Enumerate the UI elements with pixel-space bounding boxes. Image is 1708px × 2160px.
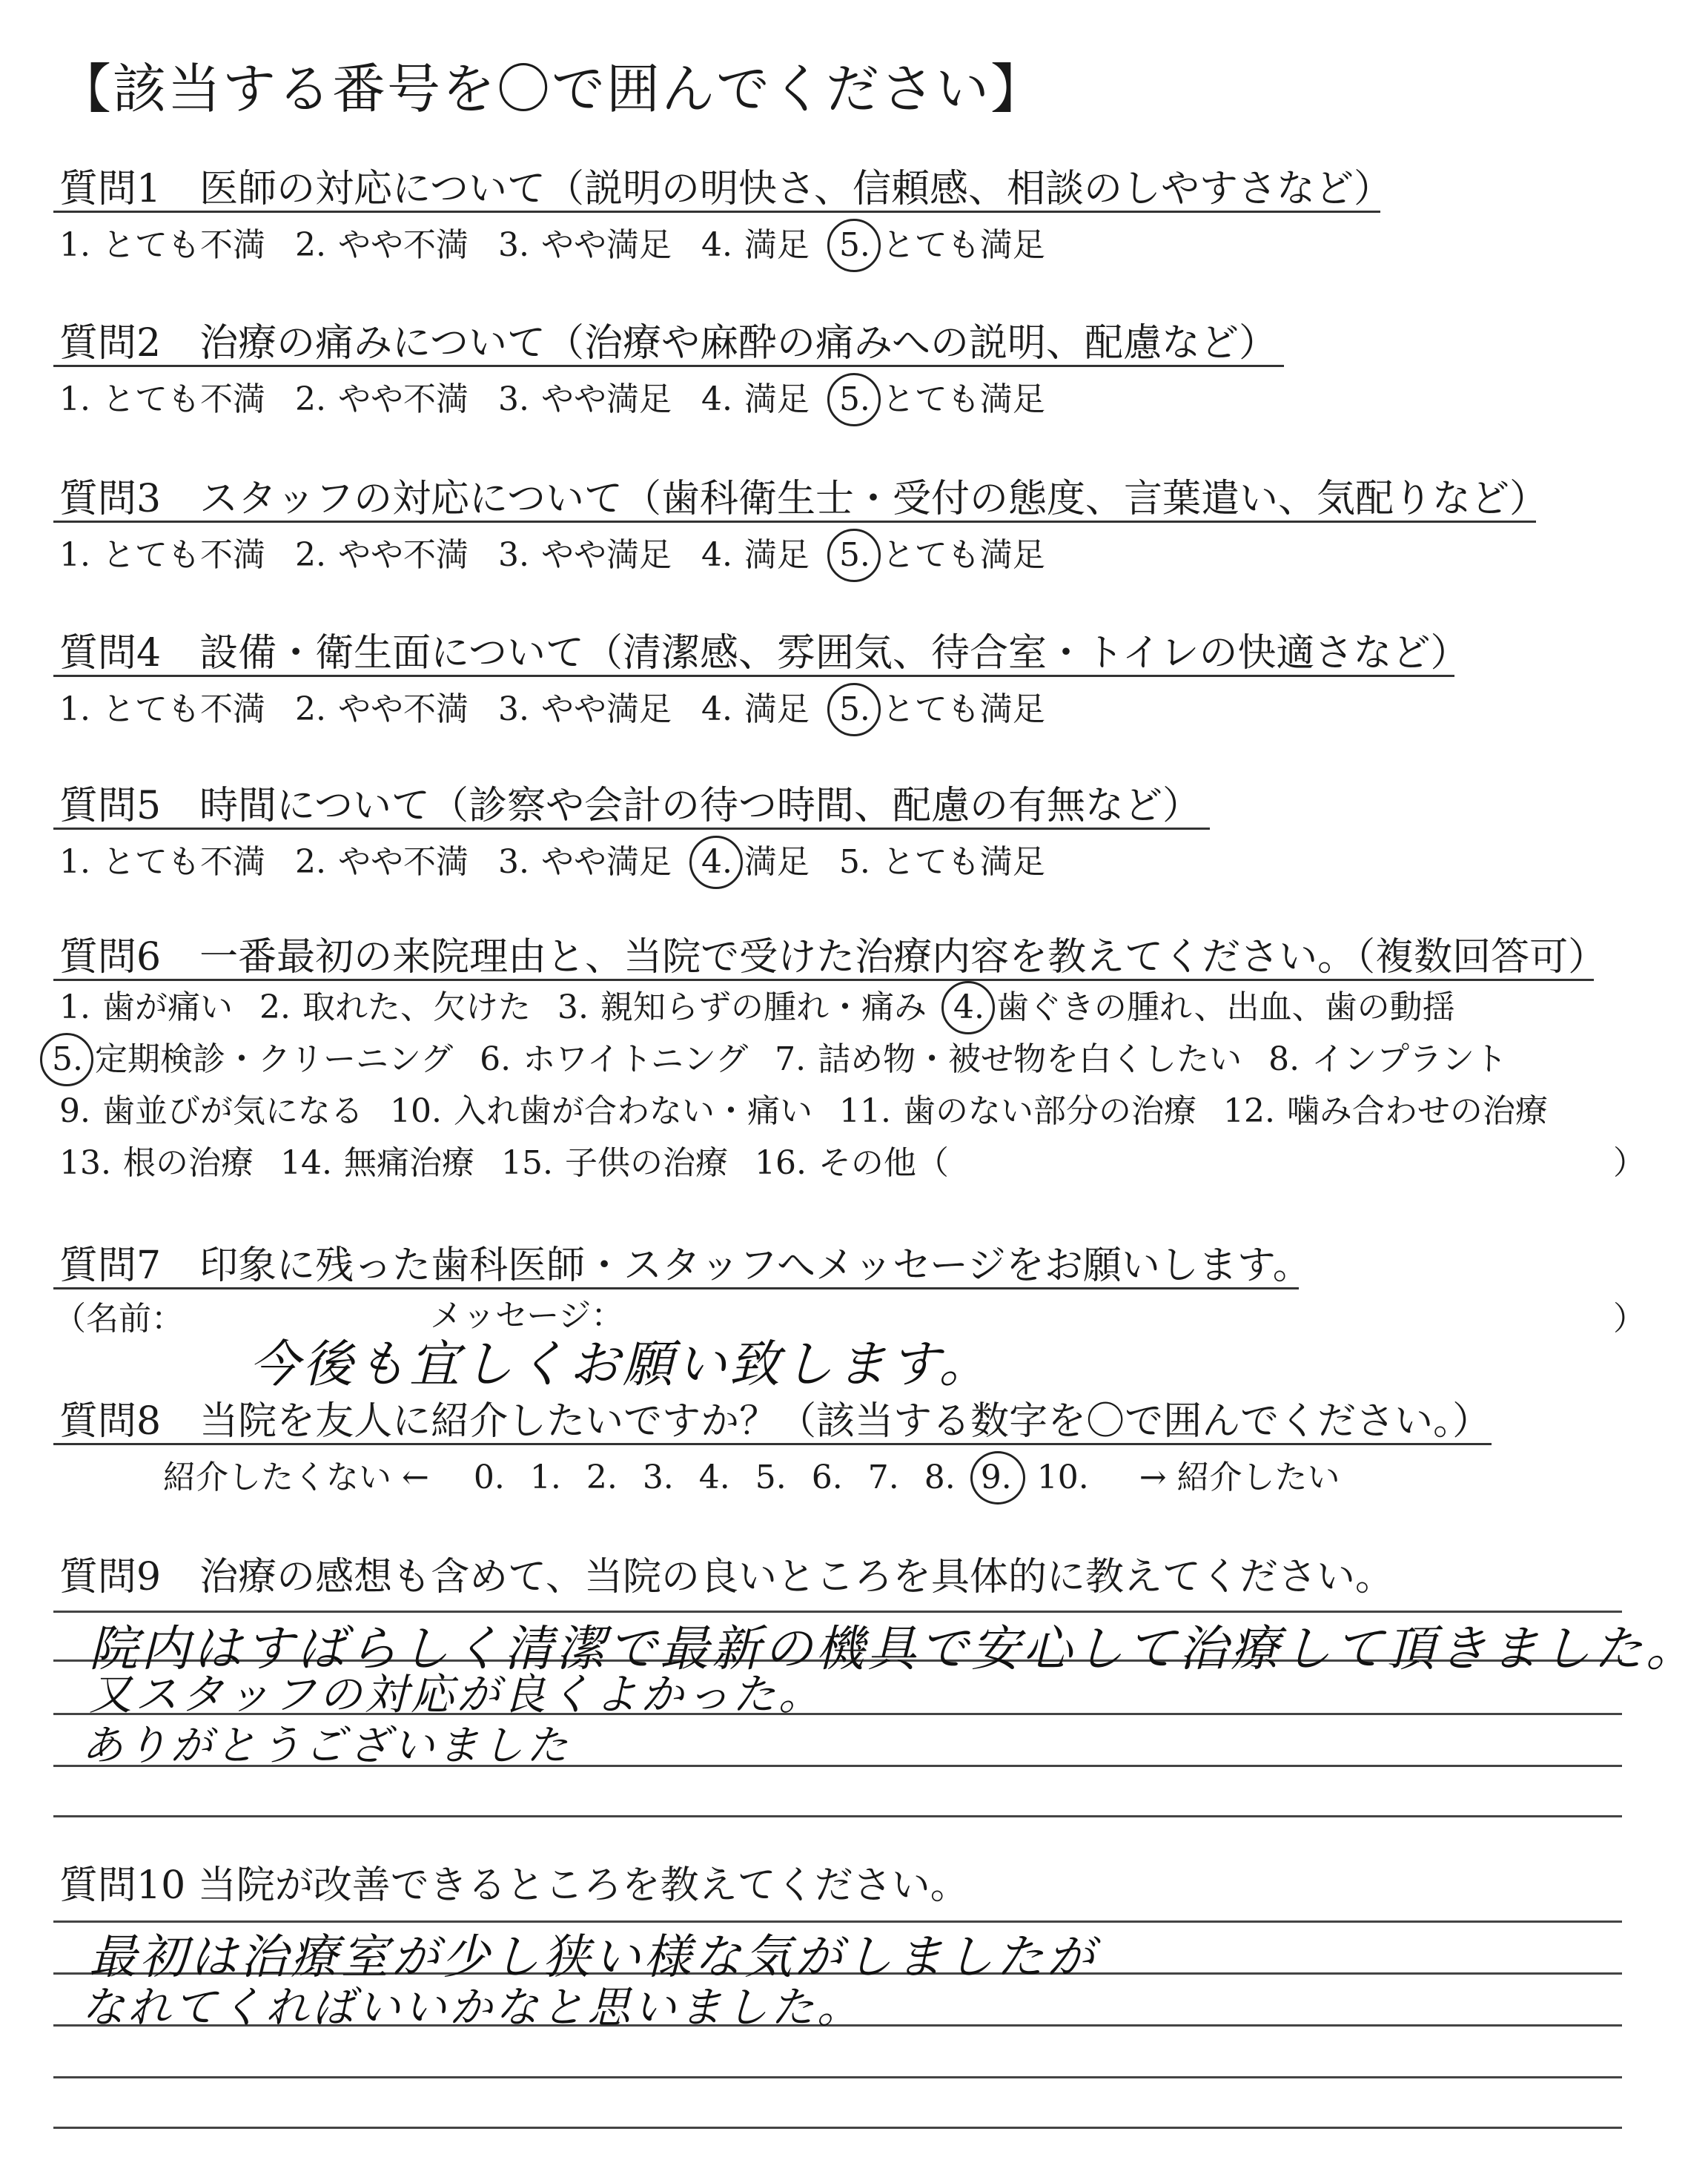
option-label: やや満足 [540, 690, 672, 728]
q5-option-5[interactable] [839, 835, 1045, 882]
q3-option-2[interactable] [295, 528, 469, 575]
option-label: とても不満 [102, 380, 265, 418]
q2-option-1[interactable] [59, 372, 265, 420]
q6-option[interactable] [59, 980, 233, 1028]
q3-option-1[interactable] [59, 528, 265, 575]
option-number: 2. [294, 690, 326, 728]
option-label: 無痛治療 [343, 1144, 474, 1182]
page-header: 【該当する番号を〇で囲んでください】 [58, 58, 1046, 120]
q6-option[interactable] [259, 980, 531, 1028]
q2-option-3[interactable] [498, 372, 672, 420]
option-label: とても満足 [881, 690, 1045, 728]
option-number: 2. [294, 226, 326, 264]
option-label: 取れた、欠けた [302, 988, 531, 1026]
q5-option-2[interactable] [295, 835, 469, 882]
option-label: 歯並びが気になる [102, 1092, 363, 1130]
q2-title: 質問2 治療の痛みについて（治療や麻酔の痛みへの説明、配慮など） [59, 321, 1278, 366]
q4-option-2[interactable] [295, 682, 469, 730]
option-label: 子供の治療 [564, 1144, 728, 1182]
q8-scale-option[interactable]: 9. [980, 1459, 1012, 1496]
q6-option[interactable] [59, 1084, 363, 1132]
q1-options [59, 218, 1075, 265]
q8-left-label: 紹介したくない ← [163, 1459, 429, 1496]
q6-option[interactable] [59, 1136, 254, 1183]
option-label: 歯のない部分の治療 [902, 1092, 1196, 1130]
option-label: とても満足 [881, 380, 1045, 418]
q9-title: 質問9 治療の感想も含めて、当院の良いところを具体的に教えてください。 [59, 1555, 1394, 1599]
q6-option[interactable] [755, 1136, 949, 1183]
q2-options [59, 372, 1075, 420]
option-label: とても満足 [881, 536, 1045, 574]
q8-scale-option[interactable]: 7. [867, 1459, 899, 1496]
option-number: 3. [497, 690, 529, 728]
option-number: 4. [701, 690, 732, 728]
option-number: 2. [259, 988, 291, 1026]
q8-scale-option[interactable]: 10. [1036, 1459, 1089, 1496]
q1-option-1[interactable] [59, 218, 265, 265]
option-label: その他（ [818, 1144, 949, 1182]
option-number: 5. [838, 536, 870, 574]
option-number: 4. [701, 226, 732, 264]
q5-option-4[interactable] [701, 835, 810, 882]
q6-row-4 [59, 1136, 976, 1183]
q4-options [59, 682, 1075, 730]
option-number: 3. [497, 226, 529, 264]
option-number: 4. [701, 380, 732, 418]
q8-scale-option[interactable]: 6. [811, 1459, 843, 1496]
q8-right-label: → 紹介したい [1139, 1459, 1340, 1496]
option-label: 根の治療 [122, 1144, 254, 1182]
q6-row-3 [59, 1084, 1575, 1132]
q6-option[interactable] [52, 1032, 453, 1080]
q8-scale-option[interactable]: 2. [586, 1459, 618, 1496]
q6-option[interactable] [839, 1084, 1196, 1132]
option-label: 詰め物・被せ物を白くしたい [818, 1040, 1242, 1078]
option-number: 3. [497, 843, 529, 881]
option-number: 11. [838, 1092, 891, 1130]
option-label: やや不満 [337, 690, 469, 728]
q1-option-5[interactable] [839, 218, 1045, 265]
q4-option-1[interactable] [59, 682, 265, 730]
q10-line-1: 最初は治療室が少し狭い様な気がしましたが [89, 1930, 1097, 1985]
option-label: とても満足 [881, 226, 1045, 264]
q6-row-2 [52, 1032, 1534, 1080]
option-label: やや不満 [337, 380, 469, 418]
q3-option-5[interactable] [839, 528, 1045, 575]
q4-option-4[interactable] [701, 682, 810, 730]
option-label: やや満足 [540, 226, 672, 264]
option-number: 4. [701, 536, 732, 574]
q8-scale-option[interactable]: 3. [642, 1459, 674, 1496]
q6-close-paren: ） [1613, 1144, 1646, 1182]
option-number: 1. [59, 536, 90, 574]
q3-options [59, 528, 1075, 575]
option-number: 16. [754, 1144, 807, 1182]
option-label: 歯が痛い [102, 988, 233, 1026]
q6-option[interactable] [1268, 1032, 1507, 1080]
q6-title: 質問6 一番最初の来院理由と、当院で受けた治療内容を教えてください。（複数回答可） [59, 935, 1607, 980]
option-label: とても不満 [102, 536, 265, 574]
q1-option-4[interactable] [701, 218, 810, 265]
q10-line-2: なれてくればいいかなと思いました。 [82, 1982, 864, 2032]
q8-scale-option[interactable]: 5. [755, 1459, 787, 1496]
q5-option-1[interactable] [59, 835, 265, 882]
q1-title: 質問1 医師の対応について（説明の明快さ、信頼感、相談のしやすさなど） [59, 167, 1392, 211]
option-label: 満足 [744, 690, 810, 728]
option-number: 4. [701, 843, 732, 881]
option-number: 12. [1222, 1092, 1275, 1130]
option-number: 5. [838, 690, 870, 728]
q8-scale-option[interactable]: 8. [924, 1459, 956, 1496]
q4-option-5[interactable] [839, 682, 1045, 730]
q9-line-2: 又スタッフの対応が良くよかった。 [89, 1669, 825, 1720]
option-label: とても不満 [102, 690, 265, 728]
option-label: 親知らずの腫れ・痛み [600, 988, 927, 1026]
q8-scale-option[interactable]: 1. [529, 1459, 561, 1496]
q6-row-1 [59, 980, 1482, 1028]
q3-title: 質問3 スタッフの対応について（歯科衛生士・受付の態度、言葉遣い、気配りなど） [59, 477, 1549, 521]
option-label: 満足 [744, 843, 810, 881]
q6-option[interactable] [557, 980, 927, 1028]
q9-line-1: 院内はすばらしく清潔で最新の機具で安心して治療して頂きました。 [89, 1620, 1698, 1677]
option-number: 1. [59, 690, 90, 728]
option-number: 2. [294, 380, 326, 418]
option-number: 6. [480, 1040, 512, 1078]
option-number: 10. [389, 1092, 442, 1130]
option-number: 5. [838, 226, 870, 264]
q8-scale-option[interactable]: 0. [473, 1459, 505, 1496]
option-number: 3. [497, 380, 529, 418]
q1-option-3[interactable] [498, 218, 672, 265]
option-label: とても不満 [102, 843, 265, 881]
option-number: 9. [59, 1092, 90, 1130]
q7-close-paren: ） [1613, 1300, 1646, 1338]
q5-options [59, 835, 1075, 882]
q4-option-3[interactable] [498, 682, 672, 730]
q6-option[interactable] [280, 1136, 474, 1183]
option-number: 1. [59, 380, 90, 418]
q8-scale-row [163, 1450, 1340, 1498]
option-number: 1. [59, 988, 90, 1026]
option-number: 8. [1268, 1040, 1300, 1078]
q7-title: 質問7 印象に残った歯科医師・スタッフへメッセージをお願いします。 [59, 1244, 1311, 1288]
q8-scale-option[interactable]: 4. [698, 1459, 730, 1496]
option-label: 歯ぐきの腫れ、出血、歯の動揺 [996, 988, 1455, 1026]
q10-title: 質問10 当院が改善できるところを教えてください。 [59, 1863, 969, 1908]
option-label: とても不満 [102, 226, 265, 264]
option-label: 入れ歯が合わない・痛い [453, 1092, 812, 1130]
q7-name-label: （名前： [53, 1300, 184, 1338]
option-label: やや不満 [337, 536, 469, 574]
option-label: 満足 [744, 536, 810, 574]
option-label: やや満足 [540, 843, 672, 881]
option-number: 3. [497, 536, 529, 574]
q3-option-3[interactable] [498, 528, 672, 575]
q5-title: 質問5 時間について（診察や会計の待つ時間、配慮の有無など） [59, 784, 1202, 828]
option-number: 2. [294, 536, 326, 574]
option-label: 満足 [744, 380, 810, 418]
option-label: やや不満 [337, 226, 469, 264]
option-label: ホワイトニング [523, 1040, 749, 1078]
q9-line-3: ありがとうございました [82, 1722, 571, 1770]
option-number: 2. [294, 843, 326, 881]
option-label: 満足 [744, 226, 810, 264]
q6-option[interactable] [501, 1136, 728, 1183]
q2-option-5[interactable] [839, 372, 1045, 420]
q6-option[interactable] [775, 1032, 1242, 1080]
option-label: とても満足 [881, 843, 1045, 881]
q6-option[interactable] [480, 1032, 748, 1080]
option-label: インプラント [1311, 1040, 1508, 1078]
q2-option-4[interactable] [701, 372, 810, 420]
option-label: 噛み合わせの治療 [1286, 1092, 1548, 1130]
option-label: やや満足 [540, 380, 672, 418]
q5-option-3[interactable] [498, 835, 672, 882]
option-number: 5. [838, 843, 870, 881]
option-number: 5. [52, 1040, 83, 1078]
q6-option[interactable] [1223, 1084, 1548, 1132]
option-number: 4. [953, 988, 984, 1026]
option-number: 5. [838, 380, 870, 418]
q2-option-2[interactable] [295, 372, 469, 420]
q1-option-2[interactable] [295, 218, 469, 265]
option-label: 定期検診・クリーニング [94, 1040, 454, 1078]
q8-title: 質問8 当院を友人に紹介したいですか？（該当する数字を〇で囲んでください。） [59, 1399, 1492, 1444]
option-number: 3. [557, 988, 589, 1026]
option-number: 1. [59, 843, 90, 881]
option-number: 1. [59, 226, 90, 264]
q6-option[interactable] [390, 1084, 812, 1132]
option-label: やや満足 [540, 536, 672, 574]
q7-handwritten-message: 今後も宜しくお願い致します。 [249, 1335, 993, 1394]
q3-option-4[interactable] [701, 528, 810, 575]
option-number: 13. [59, 1144, 111, 1182]
q7-message-label: メッセージ： [430, 1297, 624, 1335]
option-number: 7. [775, 1040, 807, 1078]
q4-title: 質問4 設備・衛生面について（清潔感、雰囲気、待合室・トイレの快適さなど） [59, 631, 1469, 676]
option-number: 14. [279, 1144, 332, 1182]
option-label: やや不満 [337, 843, 469, 881]
q6-option[interactable] [953, 980, 1455, 1028]
option-number: 15. [500, 1144, 553, 1182]
